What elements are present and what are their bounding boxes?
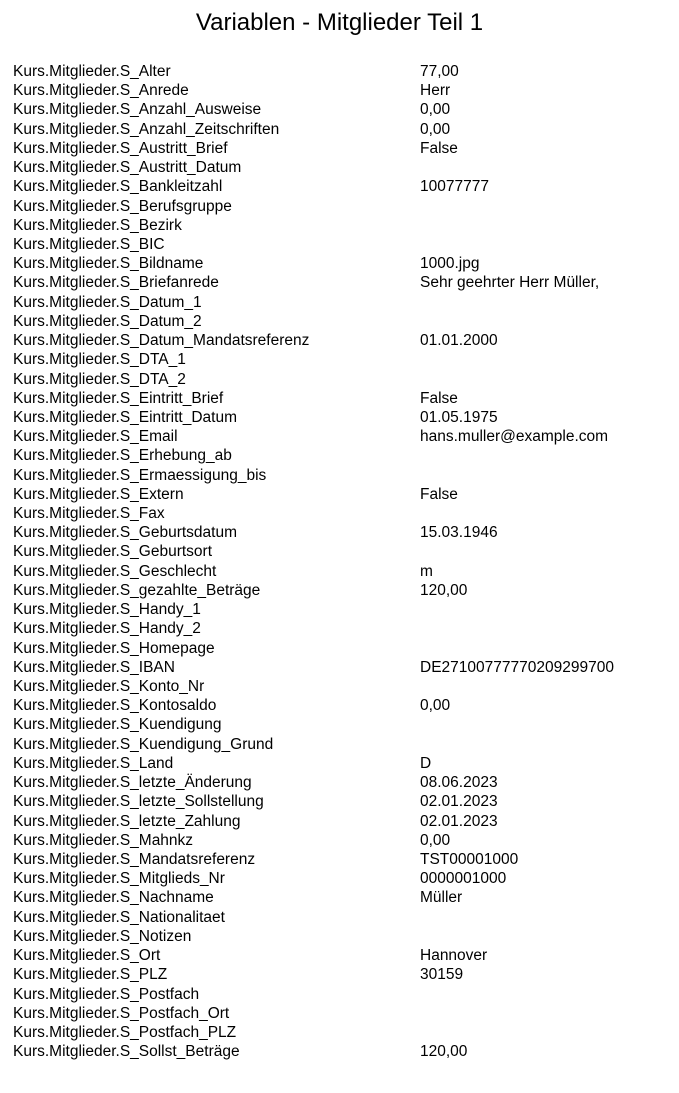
variable-row [13,158,679,177]
variable-row [13,927,679,946]
variable-row [13,504,679,523]
variable-row [13,293,679,312]
variable-row [13,715,679,734]
variable-row [13,81,679,100]
variable-value: 30159 [420,966,464,984]
variable-name: Kurs.Mitglieder.S_Anzahl_Ausweise [13,101,262,119]
variable-value: 120,00 [420,1043,468,1061]
variable-name: Kurs.Mitglieder.S_Land [13,754,174,772]
variable-name: Kurs.Mitglieder.S_Geburtsdatum [13,524,237,542]
variable-row [13,965,679,984]
variable-value: D [420,754,432,772]
variable-row [13,908,679,927]
variable-name: Kurs.Mitglieder.S_Postfach [13,985,200,1003]
variable-row [13,408,679,427]
variable-name: Kurs.Mitglieder.S_Handy_2 [13,620,201,638]
variable-row [13,197,679,216]
variable-name: Kurs.Mitglieder.S_Ermaessigung_bis [13,466,267,484]
variable-row [13,254,679,273]
variable-value: 01.01.2000 [420,332,498,350]
variable-name: Kurs.Mitglieder.S_Kontosaldo [13,697,217,715]
variable-row [13,581,679,600]
variable-row [13,312,679,331]
variable-row [13,677,679,696]
variable-value: 15.03.1946 [420,524,498,542]
variable-name: Kurs.Mitglieder.S_letzte_Änderung [13,774,252,792]
variable-name: Kurs.Mitglieder.S_Notizen [13,927,192,945]
variable-name: Kurs.Mitglieder.S_Anrede [13,82,189,100]
variable-value: False [420,139,458,157]
variable-row [13,735,679,754]
variable-value: 120,00 [420,581,468,599]
variable-value: DE27100777770209299700 [420,658,614,676]
variable-name: Kurs.Mitglieder.S_Austritt_Brief [13,139,228,157]
variable-row [13,523,679,542]
variable-name: Kurs.Mitglieder.S_Bankleitzahl [13,178,223,196]
variable-row [13,639,679,658]
variable-name: Kurs.Mitglieder.S_Kuendigung [13,716,222,734]
variable-row [13,216,679,235]
variable-name: Kurs.Mitglieder.S_DTA_1 [13,351,186,369]
variable-row [13,1042,679,1061]
variable-name: Kurs.Mitglieder.S_Austritt_Datum [13,159,242,177]
variable-name: Kurs.Mitglieder.S_Extern [13,485,184,503]
variable-value: TST00001000 [420,850,519,868]
variable-name: Kurs.Mitglieder.S_Erhebung_ab [13,447,232,465]
variable-name: Kurs.Mitglieder.S_Mahnkz [13,831,194,849]
variable-row [13,946,679,965]
variable-name: Kurs.Mitglieder.S_Datum_2 [13,312,202,330]
variable-value: 0,00 [420,831,451,849]
page-title: Variablen - Mitglieder Teil 1 [195,9,484,36]
variable-name: Kurs.Mitglieder.S_Bezirk [13,216,182,234]
variable-name: Kurs.Mitglieder.S_Mitglieds_Nr [13,870,225,888]
variable-value: 0000001000 [420,870,507,888]
variable-name: Kurs.Mitglieder.S_IBAN [13,658,175,676]
variable-value: m [420,562,433,580]
variable-name: Kurs.Mitglieder.S_Email [13,428,178,446]
variable-name: Kurs.Mitglieder.S_Konto_Nr [13,678,205,695]
variable-value: Müller [420,889,463,907]
variable-name: Kurs.Mitglieder.S_gezahlte_Beträge [13,581,261,599]
variable-name: Kurs.Mitglieder.S_Ort [13,947,161,965]
variable-value: Hannover [420,947,488,965]
variable-name: Kurs.Mitglieder.S_Homepage [13,639,215,657]
variable-name: Kurs.Mitglieder.S_Nachname [13,889,214,907]
variable-name: Kurs.Mitglieder.S_Nationalitaet [13,908,225,926]
variable-name: Kurs.Mitglieder.S_Geschlecht [13,562,217,580]
variable-value: 0,00 [420,697,451,715]
variable-row [13,1023,679,1042]
variable-value: Herr [420,82,451,100]
variable-value: 0,00 [420,120,451,138]
variable-row [13,658,679,677]
variable-row [13,812,679,831]
variable-row [13,177,679,196]
variable-row [13,446,679,465]
variable-row [13,235,679,254]
variable-value: 77,00 [420,63,459,80]
variable-row [13,888,679,907]
variable-row [13,792,679,811]
variable-row [13,754,679,773]
variable-name: Kurs.Mitglieder.S_letzte_Sollstellung [13,793,264,811]
variable-name: Kurs.Mitglieder.S_Bildname [13,255,204,273]
variable-row [13,600,679,619]
variable-row [13,273,679,292]
variable-row [13,985,679,1004]
variable-name: Kurs.Mitglieder.S_Postfach_PLZ [13,1023,237,1041]
variable-value: 1000.jpg [420,255,480,273]
variable-value: False [420,485,458,503]
variable-row [13,139,679,158]
variable-name: Kurs.Mitglieder.S_Alter [13,63,171,80]
variable-value: 02.01.2023 [420,793,498,811]
variable-value: False [420,389,458,407]
variable-row [13,350,679,369]
variable-value: hans.muller@example.com [420,428,609,446]
variable-name: Kurs.Mitglieder.S_DTA_2 [13,370,186,388]
variable-value: 08.06.2023 [420,774,498,792]
variable-name: Kurs.Mitglieder.S_Datum_Mandatsreferenz [13,332,310,350]
variable-value: Sehr geehrter Herr Müller, [420,274,600,292]
variable-name: Kurs.Mitglieder.S_BIC [13,235,165,253]
variable-row [13,831,679,850]
variable-name: Kurs.Mitglieder.S_Berufsgruppe [13,197,232,215]
variable-value: 0,00 [420,101,451,119]
variable-value: 10077777 [420,178,489,196]
variable-value: 01.05.1975 [420,408,498,426]
variable-row [13,562,679,581]
variable-row [13,62,679,81]
variable-name: Kurs.Mitglieder.S_Mandatsreferenz [13,850,256,868]
variable-row [13,466,679,485]
variable-row [13,619,679,638]
variable-name: Kurs.Mitglieder.S_Datum_1 [13,293,202,311]
variable-row [13,869,679,888]
variable-row [13,427,679,446]
variable-name: Kurs.Mitglieder.S_Eintritt_Datum [13,408,237,426]
variable-row [13,100,679,119]
variable-name: Kurs.Mitglieder.S_Kuendigung_Grund [13,735,274,753]
variable-row [13,850,679,869]
variable-name: Kurs.Mitglieder.S_Postfach_Ort [13,1004,230,1022]
variable-name: Kurs.Mitglieder.S_Briefanrede [13,274,219,292]
variable-name: Kurs.Mitglieder.S_Handy_1 [13,601,201,619]
variable-name: Kurs.Mitglieder.S_Geburtsort [13,543,213,561]
variable-name: Kurs.Mitglieder.S_PLZ [13,966,168,984]
variable-row [13,120,679,139]
variable-name: Kurs.Mitglieder.S_Sollst_Beträge [13,1043,240,1061]
variable-value: 02.01.2023 [420,812,498,830]
variable-name: Kurs.Mitglieder.S_Anzahl_Zeitschriften [13,120,280,138]
variable-name: Kurs.Mitglieder.S_letzte_Zahlung [13,812,241,830]
variable-row [13,1004,679,1023]
variable-name: Kurs.Mitglieder.S_Eintritt_Brief [13,389,224,407]
variable-row [13,370,679,389]
variable-row [13,485,679,504]
variable-name: Kurs.Mitglieder.S_Fax [13,505,165,523]
variable-row [13,389,679,408]
variable-row [13,773,679,792]
variable-row [13,542,679,561]
variables-list [13,62,679,1061]
variable-row [13,696,679,715]
variable-row [13,331,679,350]
